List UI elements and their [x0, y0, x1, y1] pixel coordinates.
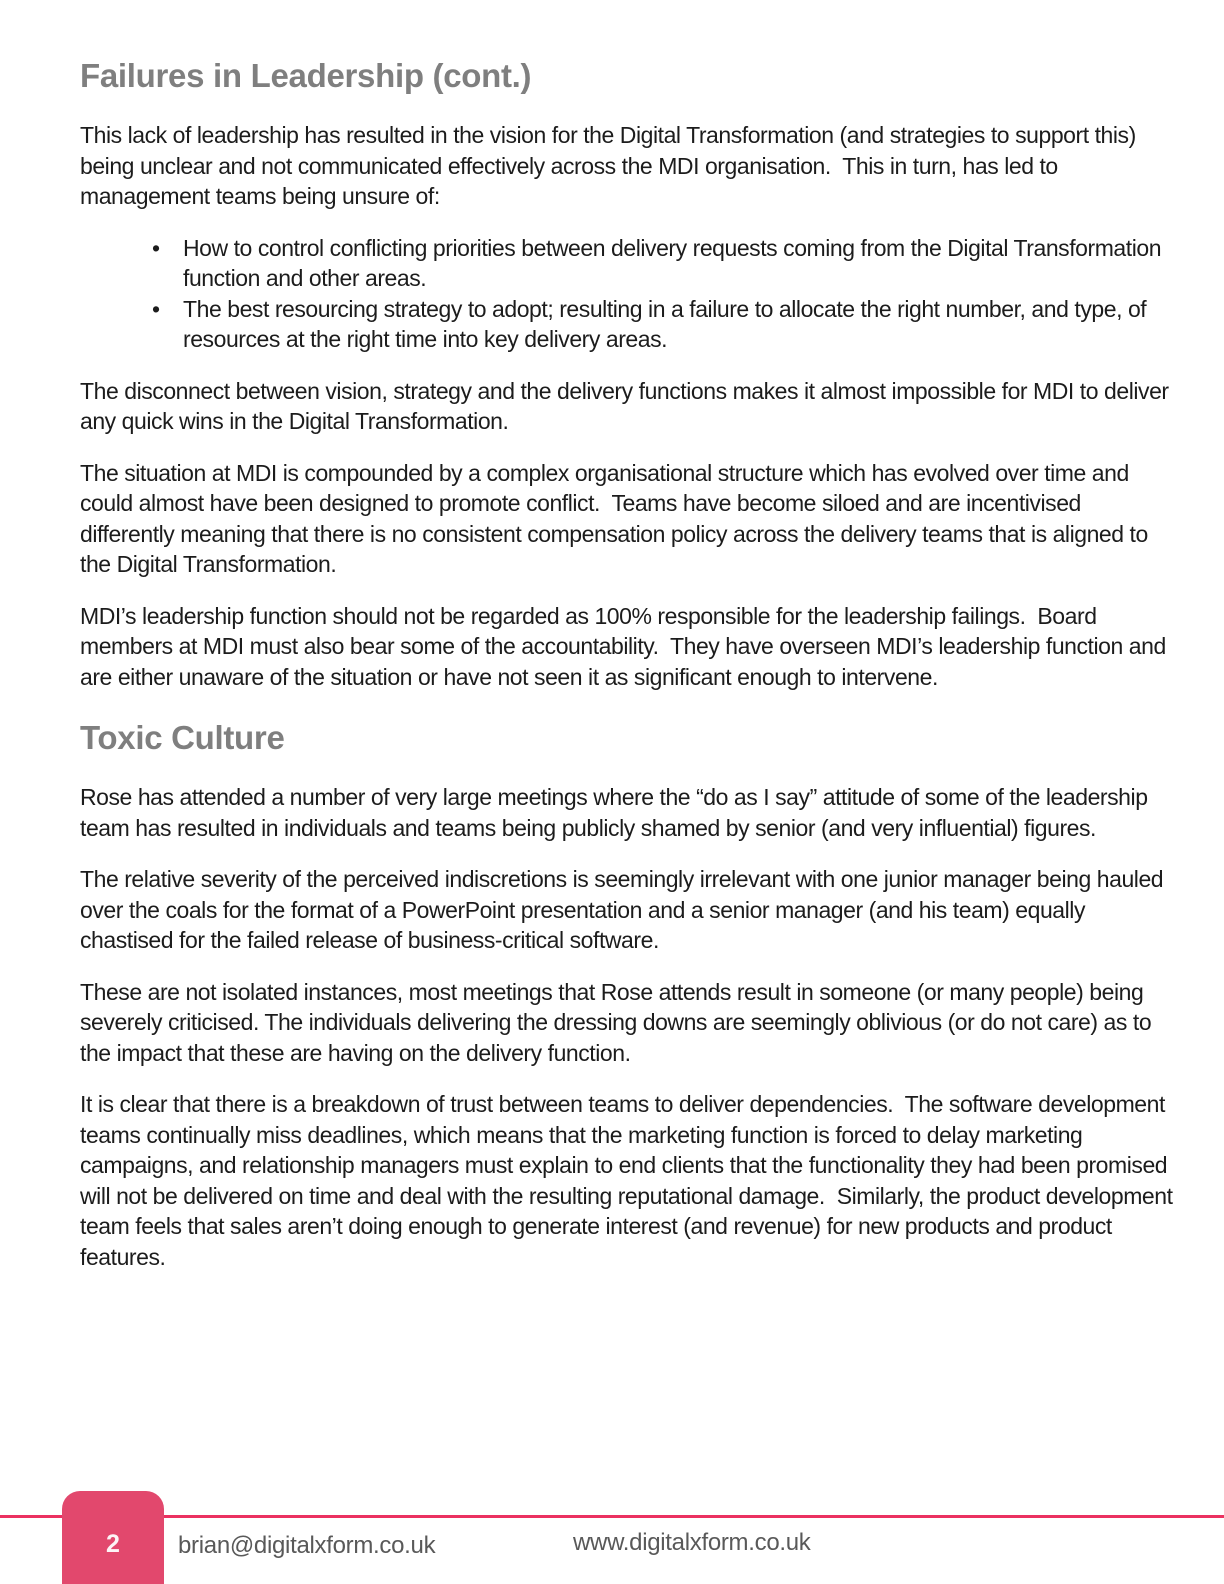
paragraph-relative-severity: The relative severity of the perceived indiscretions is seemingly irrelevant with one junior manager being hauled over the coals for the format of a PowerPoint presentation and a senior manager (and his team) equally chastised for the failed release of business-critical software.: [80, 866, 1170, 953]
paragraph-situation-at-mdi: The situation at MDI is compounded by a complex organisational structure which has evolved over time and could almost have been designed to promote conflict. Teams have become siloed and are incentivised differently meaning that there is no consistent compensation policy across the delivery teams that is aligned to the Digital Transformation.: [80, 459, 1154, 577]
footer-email-text: brian@digitalxform.co.uk: [178, 1532, 436, 1559]
paragraph-not-isolated-instances: These are not isolated instances, most meetings that Rose attends result in someone (or many people) being severely criticised. The individuals delivering the dressing downs are seemingly oblivious (or do not care) as to the impact that these are having on the delivery function.: [80, 978, 1158, 1066]
bullet-item-conflicting-priorities: • How to control conflicting priorities between delivery requests coming from the Digital Transformation function and other areas.: [80, 233, 1175, 294]
paragraph-rose-meetings: Rose has attended a number of very large meetings where the “do as I say” attitude of some of the leadership team has resulted in individuals and teams being publicly shamed by senior (and very influential) figures.: [80, 784, 1154, 841]
paragraph-lack-of-leadership: This lack of leadership has resulted in the vision for the Digital Transformation (and strategies to support this) being unclear and not communicated effectively across the MDI organisation. This in turn, has led to management teams being unsure of:: [80, 122, 1142, 209]
section-heading-toxic-culture: Toxic Culture: [80, 719, 285, 756]
footer-accent-rule: [0, 1515, 1224, 1518]
paragraph-breakdown-of-trust: It is clear that there is a breakdown of trust between teams to deliver dependencies. The software development teams continually miss deadlines, which means that the marketing function is forced to delay marketing campaigns, and relationship managers must explain to end clients that the functionality they had been promised will not be delivered on time and deal with the resulting reputational damage. Similarly, the product development team feels that sales aren’t doing enough to generate interest (and revenue) for new products and product features.: [80, 1091, 1179, 1270]
section-heading-failures-in-leadership: Failures in Leadership (cont.): [80, 57, 532, 94]
document-content: [80, 56, 1179, 1293]
page-number-tab: [62, 1491, 164, 1584]
bullet-item-resourcing-strategy: • The best resourcing strategy to adopt; resulting in a failure to allocate the right number, and type, of resources at the right time into key delivery areas.: [80, 294, 1175, 355]
footer-website-text: www.digitalxform.co.uk: [573, 1529, 811, 1556]
page-number: 2: [106, 1530, 120, 1558]
paragraph-disconnect: The disconnect between vision, strategy and the delivery functions makes it almost impossible for MDI to deliver any quick wins in the Digital Transformation.: [80, 377, 1175, 434]
bullet-list: [80, 233, 1175, 355]
paragraph-mdi-leadership-accountability: MDI’s leadership function should not be regarded as 100% responsible for the leadership failings. Board members at MDI must also bear some of the accountability. They have overseen MDI’s leadership function and are either unaware of the situation or have not seen it as significant enough to intervene.: [80, 602, 1172, 690]
